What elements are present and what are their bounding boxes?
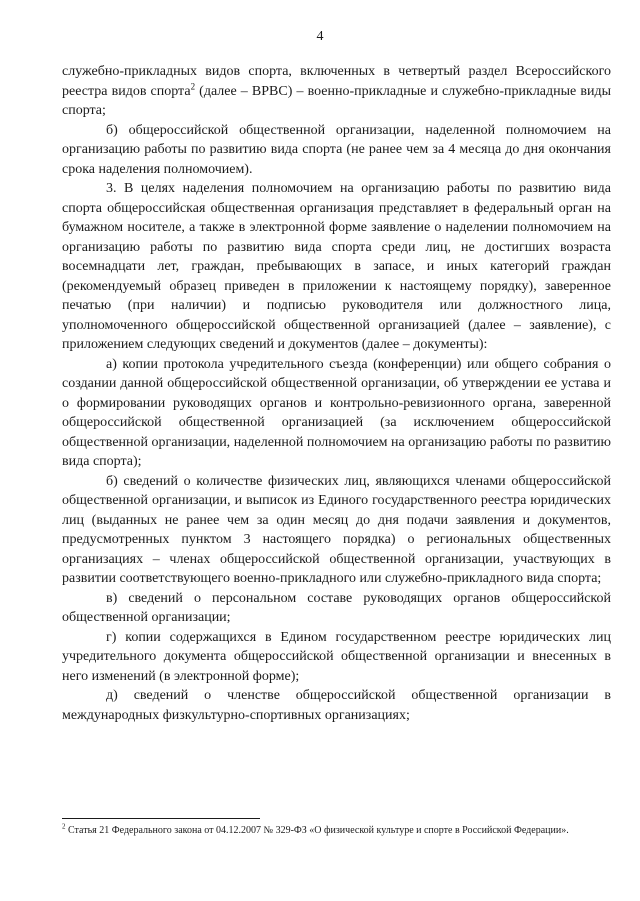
paragraph-item-v: в) сведений о персональном составе руководящих органов общероссийской общественной организации;: [62, 590, 611, 625]
paragraph-item-g: г) копии содержащихся в Едином государственном реестре юридических лиц учредительного документа общероссийской общественной организации и внесенных в него изменений (в электронной форме);: [62, 629, 611, 684]
footnote: [62, 824, 622, 837]
document-body: [62, 62, 611, 725]
paragraph-item-d: д) сведений о членстве общероссийской общественной организации в международных физкультурно-спортивных организациях;: [62, 688, 611, 723]
footnote-text: Статья 21 Федерального закона от 04.12.2007 № 329-ФЗ «О физической культуре и спорте в Российской Федерации».: [65, 825, 569, 836]
footnote-reference[interactable]: 2: [190, 80, 196, 91]
paragraph-text: (далее – ВРВС) – военно-прикладные и служебно-прикладные виды спорта;: [62, 83, 611, 118]
paragraph-item-b-details: б) сведений о количестве физических лиц, являющихся членами общероссийской общественной организации, и выписок из Единого государственного реестра юридических лиц (выданных не ранее чем за один месяц до дня подачи заявления и документов, предусмотренных пунктом 3 настоящего порядка) о региональных общественных организациях – членах общероссийской общественной организации, участвующих в развитии соответствующего военно-прикладного или служебно-прикладного вида спорта;: [62, 473, 611, 586]
footnote-divider: [62, 818, 260, 819]
footnote-marker: 2: [62, 822, 66, 831]
paragraph-continuation: [62, 62, 611, 121]
paragraph-item-a: а) копии протокола учредительного съезда (конференции) или общего собрания о создании данной общероссийской общественной организации, об утверждении ее устава и о формировании руководящих органов и контрольно-ревизионного органа, заверенной общероссийской общественной организацией (за исключением общероссийской общественной организации, наделенной полномочием на организацию работы по развитию вида спорта);: [62, 356, 611, 469]
paragraph-text: служебно-прикладных видов спорта, включенных в четвертый раздел Всероссийского реестра видов спорта: [62, 64, 611, 99]
page-number: 4: [316, 29, 324, 44]
paragraph-item-b: б) общероссийской общественной организации, наделенной полномочием на организацию работы по развитию вида спорта (не ранее чем за 4 месяца до дня окончания срока наделения полномочием).: [62, 122, 611, 177]
paragraph-clause-3: 3. В целях наделения полномочием на организацию работы по развитию вида спорта общероссийская общественная организация представляет в федеральный орган на бумажном носителе, а также в электронной форме заявление о наделении полномочием на организацию работы по развитию вида спорта среди лиц, не достигших возраста восемнадцати лет, граждан, пребывающих в запасе, и иных категорий граждан (рекомендуемый образец приведен в приложении к настоящему порядку), заверенное печатью (при наличии) и подписью руководителя или должностного лица, уполномоченного общероссийской общественной организацией (далее – заявление), с приложением следующих сведений и документов (далее – документы):: [62, 181, 611, 352]
